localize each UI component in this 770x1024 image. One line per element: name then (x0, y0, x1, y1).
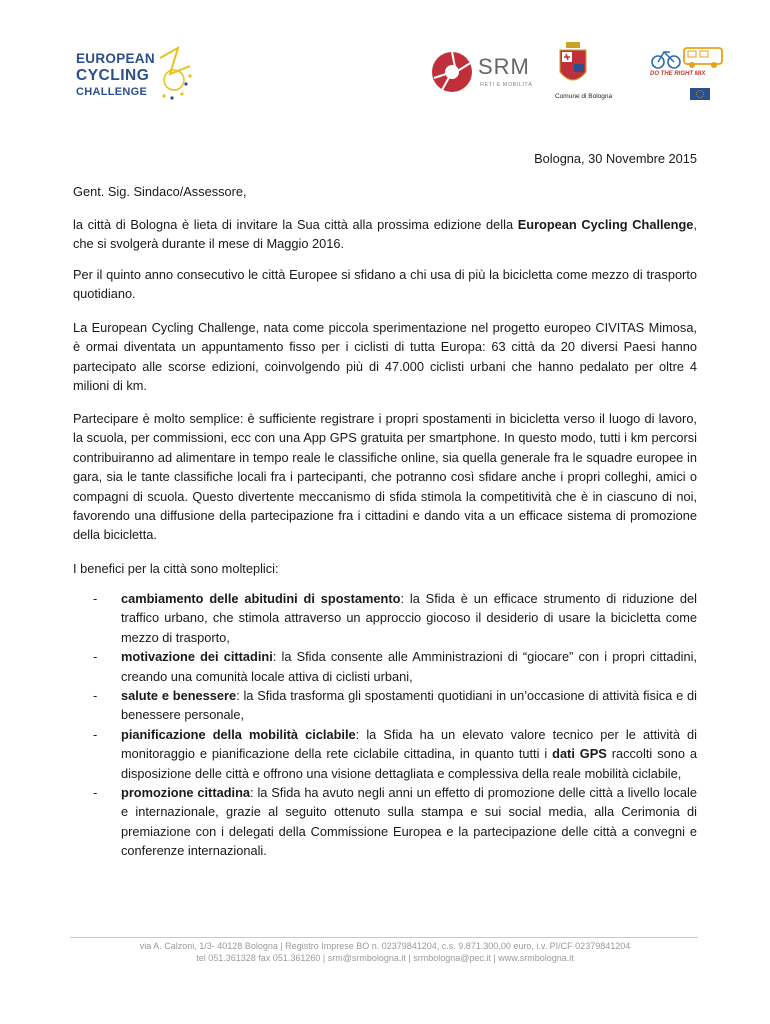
list-item (93, 725, 697, 783)
comune-di-bologna-logo (552, 42, 622, 102)
benefit-title: salute e benessere (121, 688, 237, 704)
paragraph-benefits-intro: I benefici per la città sono molteplici: (73, 561, 279, 576)
paragraph-how-to-participate: Partecipare è molto semplice: è sufficiente registrare i propri spostamenti in bicicletta verso il luogo di lavoro, la scuola, per commissioni, ecc con una App GPS gratuita per smartphone. In questo modo, tutti i km percorsi contribuiranno ad alimentare in tempo reale le classifiche online, sia quella generale fra le squadre europee in gara, sia le tante classifiche locali fra i partecipanti, che potranno così sfidare anche i propri colleghi, amici o compagni di scuola. Questo divertente meccanismo di sfida stimola la competitività che è in ciascuno di noi, favorendo una diffusione della partecipazione fra i cittadini e dando vita a un efficace sistema di promozione della bicicletta. (73, 411, 697, 543)
salutation: Gent. Sig. Sindaco/Assessore, (73, 184, 247, 199)
benefit-title: motivazione dei cittadini (121, 649, 273, 665)
benefit-text: : la Sfida trasforma gli spostamenti quotidiani in un’occasione di attività fisica e di benessere personale, (121, 688, 697, 723)
ecc-logo-line3: CHALLENGE (76, 86, 148, 98)
benefit-highlight: dati GPS (552, 746, 607, 762)
benefit-text: : la Sfida consente alle Amministrazioni di “giocare” con i propri cittadini, creando una comunità locale attiva di ciclisti urbani, (121, 649, 697, 684)
benefit-title: cambiamento delle abitudini di spostamento (121, 591, 401, 606)
list-item (93, 783, 697, 861)
event-name: European Cycling Challenge (517, 217, 694, 232)
benefit-text: : la Sfida ha un elevato valore tecnico per le attività di monitoraggio e pianificazione della rete ciclabile cittadina, in quanto tutti i (121, 726, 697, 762)
srm-logo-name: SRM (478, 54, 530, 79)
bologna-logo-caption: Comune di Bologna (555, 93, 613, 100)
eu-flag-icon (690, 88, 710, 100)
bologna-coat-of-arms-icon (556, 42, 590, 92)
ecc-bike-stars-icon (156, 44, 198, 104)
bike-bus-icon (646, 44, 726, 70)
european-cycling-challenge-logo (76, 44, 198, 104)
do-the-right-mix-logo (646, 44, 728, 104)
list-item (93, 647, 697, 686)
list-dash: - (93, 688, 98, 704)
ecc-logo-line2: CYCLING (76, 67, 150, 84)
benefit-text-end: raccolti sono a disposizione delle città e offrono una visione dettagliata e complessiva della reale mobilità ciclabile, (121, 746, 697, 781)
list-item (93, 589, 697, 647)
list-dash: - (93, 726, 98, 742)
benefit-text: : la Sfida è un efficace strumento di riduzione del traffico urbano, che stimola attraverso un approccio giocoso il desiderio di usare la bicicletta come mezzo di trasporto, (121, 591, 697, 645)
list-item (93, 686, 697, 725)
footer-divider (70, 937, 698, 938)
benefit-title: pianificazione della mobilità ciclabile (121, 726, 356, 742)
ecc-logo-line1: EUROPEAN (76, 51, 155, 66)
srm-flower-icon (430, 44, 476, 102)
footer-contacts: tel 051.361328 fax 051.361260 | srm@srmbologna.it | srmbologna@pec.it | www.srmbologna.it (196, 953, 574, 963)
srm-logo (430, 44, 540, 102)
benefit-text: : la Sfida ha avuto negli anni un effetto di promozione delle città a livello locale e internazionale, grazie al seguito ottenuto sulla stampa e sui social media, alla Cerimonia di premiazione con i delegati della Commissione Europea e la partecipazione delle città a convegni e conferenze internazionali. (121, 785, 698, 859)
paragraph-invitation (73, 215, 697, 254)
list-dash: - (93, 591, 98, 606)
paragraph-invitation-text: la città di Bologna è lieta di invitare la Sua città alla prossima edizione della (73, 217, 518, 232)
benefit-title: promozione cittadina (121, 785, 251, 801)
paragraph-history: La European Cycling Challenge, nata come piccola sperimentazione nel progetto europeo CIVITAS Mimosa, è ormai diventata un appuntamento fisso per i ciclisti di tutta Europa: 63 città da 20 diversi Paesi hanno partecipato alle scorse edizioni, coinvolgendo più di 47.000 ciclisti urbani che hanno pedalato per oltre 4 milioni di km. (73, 320, 697, 394)
paragraph-fifth-year: Per il quinto anno consecutivo le città Europee si sfidano a chi usa di più la bicicletta come mezzo di trasporto quotidiano. (73, 267, 697, 302)
srm-logo-subtitle: RETI E MOBILITÀ (480, 82, 533, 88)
paragraph-invitation-text-end: , che si svolgerà durante il mese di Maggio 2016. (73, 217, 697, 252)
dtrm-logo-caption: DO THE RIGHT MIX (650, 71, 706, 77)
list-dash: - (93, 649, 98, 665)
footer-address: via A. Calzoni, 1/3- 40128 Bologna | Registro Imprese BO n. 02379841204, c.s. 9.871.300,00 euro, i.v. PI/CF 02379841204 (139, 941, 631, 951)
letter-date: Bologna, 30 Novembre 2015 (534, 151, 697, 166)
benefits-list (93, 589, 697, 861)
list-dash: - (93, 785, 98, 801)
